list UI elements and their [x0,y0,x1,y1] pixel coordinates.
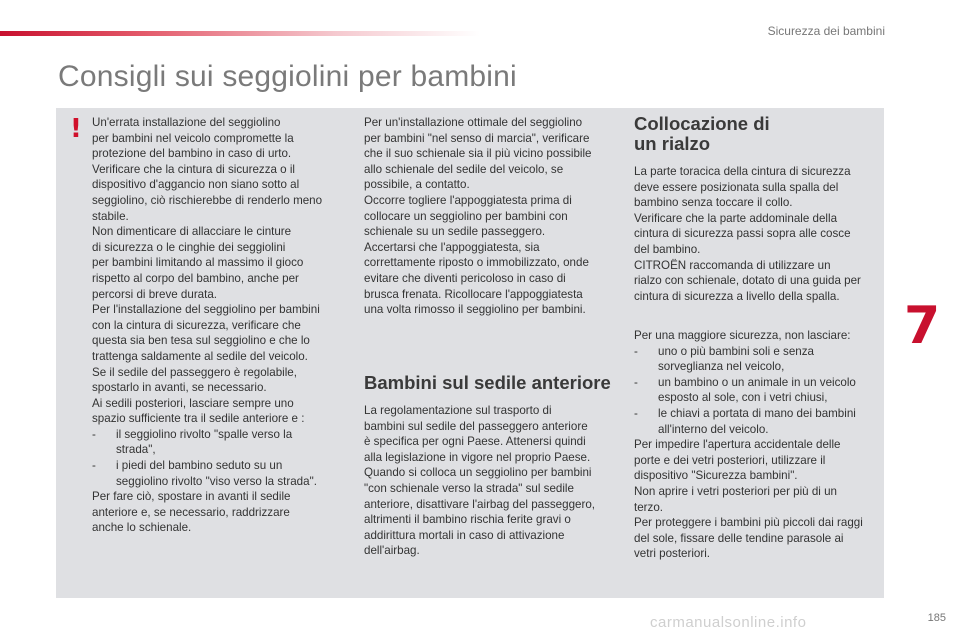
list-item: - il seggiolino rivolto "spalle verso la strada", [92,427,352,458]
watermark: carmanualsonline.info [650,614,807,631]
booster-text: La parte toracica della cintura di sicurezza deve essere posizionata sulla spalla del bambino senza toccare il collo. Verificare che la parte addominale della cintura di sicurezza passi sopra alle cosce del bambino. CITROËN raccomanda di utilizzare un rialzo con schienale, dotato di una guida per cintura di sicurezza a livello della spalla. [634,165,861,303]
booster-column [634,114,882,304]
front-seat-heading: Bambini sul sedile anteriore [364,372,611,393]
headrest-text: Per un'installazione ottimale del seggiolino per bambini "nel senso di marcia", verificare che il suo schienale sia il più vicino possibile allo schienale del sedile del veicolo, se possibile, a contatto. Occorre togliere l'appoggiatesta prima di collocare un seggiolino per bambini con schienale su un sedile passeggero. Accertarsi che l'appoggiatesta, sia correttamente riposto o immobilizzato, onde evitare che diventi pericoloso in caso di brusca frenata. Ricollocare l'appoggiatesta una volta rimosso il seggiolino per bambini. [364,116,592,317]
front-seat-text: La regolamentazione sul trasporto di bambini sul sedile del passeggero anteriore è specifica per ogni Paese. Attenersi quindi alla legislazione in vigore nel proprio Paese. Quando si colloca un seggiolino per bambini "con schienale verso la strada" sul sedile anteriore, disattivare l'airbag del passeggero, altrimenti il bambino rischia ferite gravi o addirittura mortali in caso di attivazione dell'airbag. [364,404,596,558]
list-item: - un bambino o un animale in un veicolo esposto al sole, con i vetri chiusi, [634,375,882,406]
section-title: Sicurezza dei bambini [767,24,885,38]
safety-list [634,344,882,438]
list-item: - le chiavi a portata di mano dei bambini all'interno del veicolo. [634,406,882,437]
headrest-column [364,115,614,318]
safety-column [634,328,882,562]
page-number: 185 [927,612,946,624]
booster-heading: Collocazione di un rialzo [634,113,770,154]
page-title: Consigli sui seggiolini per bambini [58,60,517,93]
warning-column [92,115,352,536]
warning-intro: Un'errata installazione del seggiolino per bambini nel veicolo compromette la protezione del bambino in caso di urto. Verificare che la cintura di sicurezza o il dispositivo d'aggancio non siano sotto al seggiolino, ciò rischierebbe di renderlo meno stabile. Non dimenticare di allacciare le cinture di sicurezza o le cinghie dei seggiolini per bambini limitando al massimo il gioco rispetto al corpo del bambino, anche per percorsi di breve durata. Per l'installazione del seggiolino per bambini con la cintura di sicurezza, verificare che questa sia ben tesa sul seggiolino e che lo trattenga saldamente al sedile del veicolo. Se il sedile del passeggero è regolabile, spostarlo in avanti, se necessario. Ai sedili posteriori, lasciare sempre uno spazio sufficiente tra il sedile anteriore e : [92,116,323,426]
header-accent-bar [0,31,480,36]
exclamation-icon: ! [70,114,82,144]
front-seat-column [364,403,614,559]
safety-intro: Per una maggiore sicurezza, non lasciare: [634,329,851,342]
list-item: - uno o più bambini soli e senza sorveglianza nel veicolo, [634,344,882,375]
warning-outro: Per fare ciò, spostare in avanti il sedile anteriore e, se necessario, raddrizzare anche lo schienale. [92,490,291,535]
warning-list [92,427,352,489]
list-item: - i piedi del bambino seduto su un seggiolino rivolto "viso verso la strada". [92,458,352,489]
chapter-number: 7 [904,296,941,356]
safety-outro: Per impedire l'apertura accidentale delle porte e dei vetri posteriori, utilizzare il dispositivo "Sicurezza bambini". Non aprire i vetri posteriori per più di un terzo. Per proteggere i bambini più piccoli dai raggi del sole, fissare delle tendine parasole ai vetri posteriori. [634,438,863,561]
